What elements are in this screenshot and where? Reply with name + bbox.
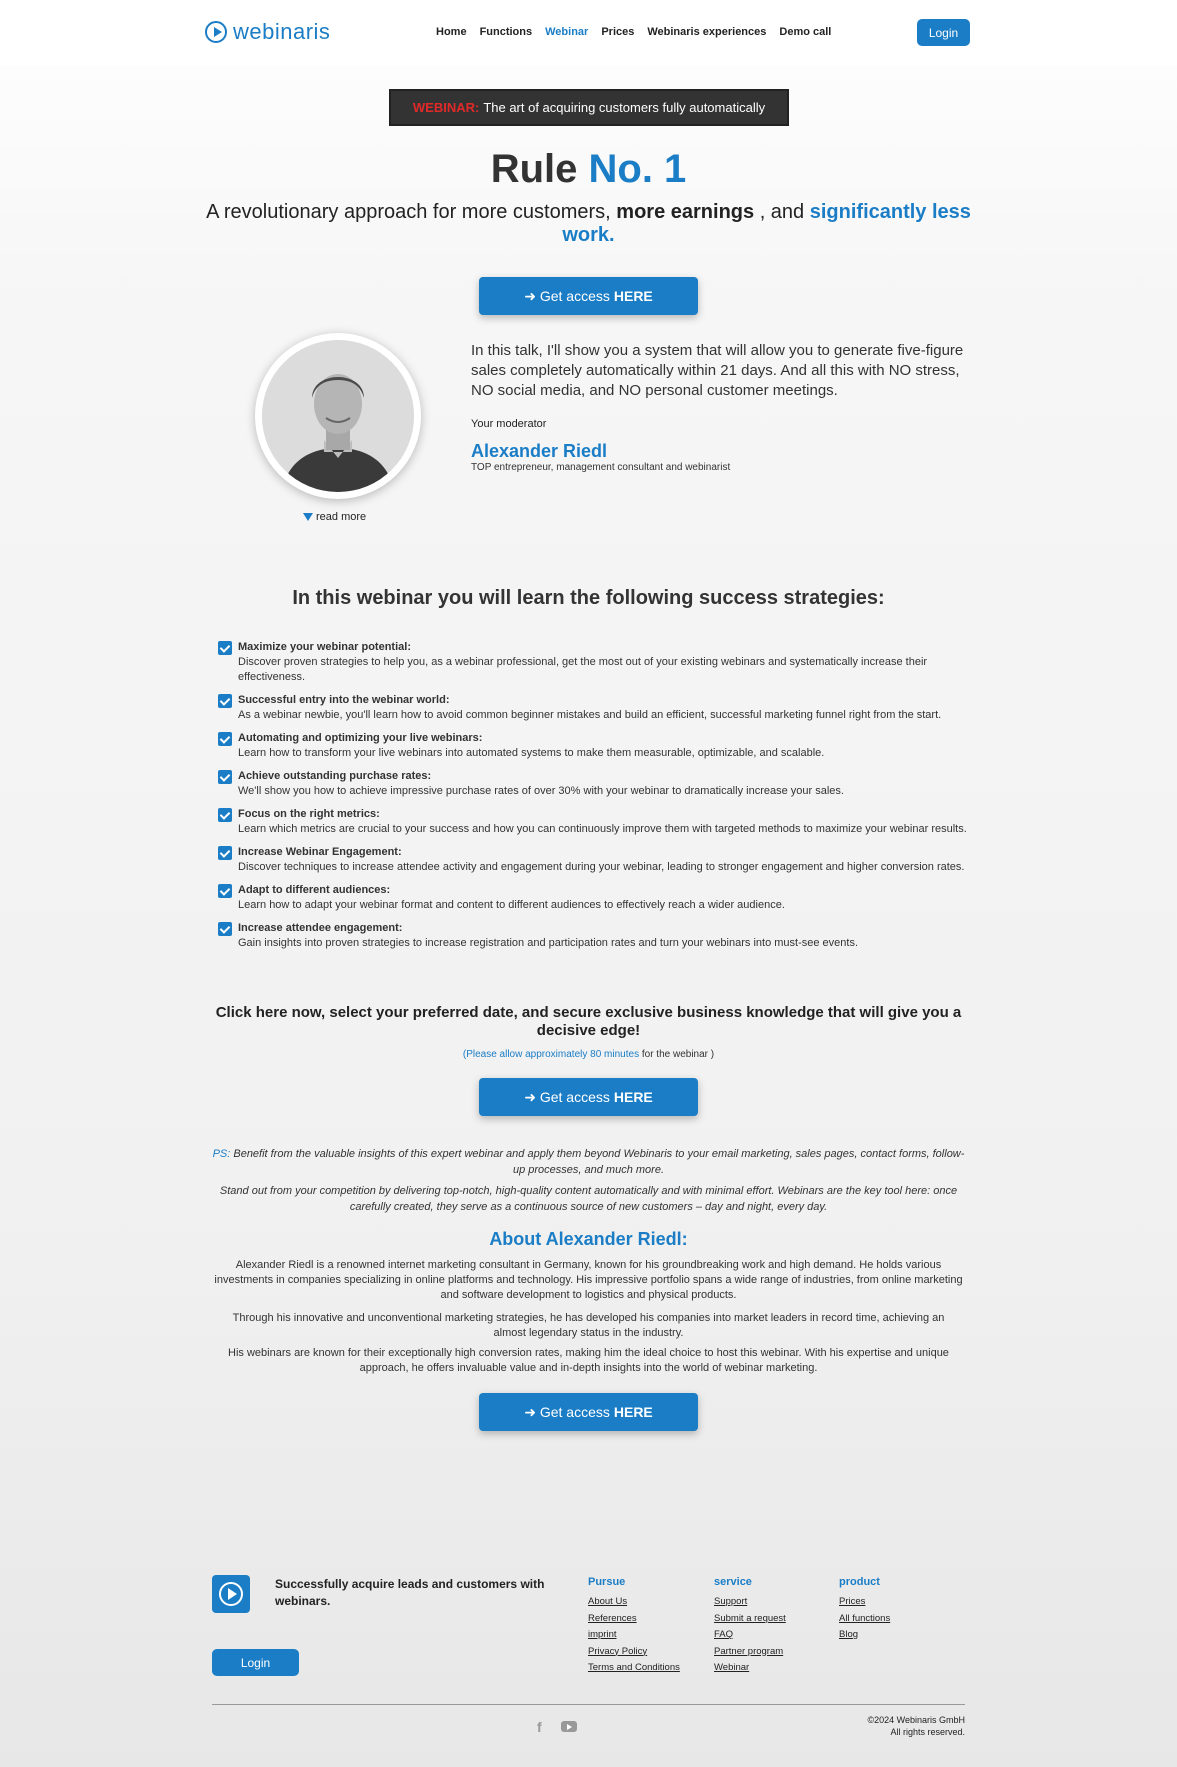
footer-divider: [212, 1704, 965, 1705]
footer-column-heading: service: [714, 1576, 752, 1588]
about-paragraph-2: Through his innovative and unconventional marketing strategies, he has developed his companies into market leaders in record time, achieving an almost legendary status in the industry.: [232, 1312, 945, 1339]
list-item: [218, 731, 970, 761]
duration-minutes: 80 minutes: [590, 1049, 640, 1060]
list-item: [218, 921, 970, 951]
footer-column-service: [714, 1576, 786, 1679]
list-item: [218, 769, 970, 799]
copyright: [760, 1714, 965, 1738]
ps-text: Benefit from the valuable insights of this expert webinar and apply them beyond Webinaris to your email marketing, sales pages, contact forms, follow-up processes, and much more.: [233, 1148, 965, 1176]
footer-tagline: Successfully acquire leads and customers with webinars.: [275, 1577, 545, 1608]
site-header: [0, 0, 1177, 66]
ps-paragraph: [210, 1146, 967, 1178]
moderator-name: Alexander Riedl: [471, 441, 608, 461]
footer-column-pursue: [588, 1576, 680, 1679]
moderator-label: Your moderator: [471, 418, 547, 430]
item-text: We'll show you how to achieve impressive purchase rates of over 30% with your webinar to dramatically increase your sales.: [238, 785, 844, 797]
nav-demo-call[interactable]: Demo call: [779, 26, 832, 38]
nav-functions[interactable]: Functions: [479, 26, 533, 38]
nav-prices[interactable]: Prices: [601, 26, 635, 38]
checkbox-icon: [218, 922, 232, 936]
cta-text: ➜ Get access: [524, 1088, 610, 1105]
click-here-heading: Click here now, select your preferred date, and secure exclusive business knowledge that will give you a decisive edge!: [215, 1004, 962, 1039]
logo-text: webinaris: [233, 19, 331, 44]
item-title: Focus on the right metrics:: [238, 808, 380, 820]
moderator-avatar: [262, 340, 414, 492]
subtitle-bold: more earnings: [616, 201, 755, 223]
checkbox-icon: [218, 808, 232, 822]
main-nav: [436, 26, 831, 38]
hero-subtitle: [180, 201, 997, 247]
facebook-icon[interactable]: f: [537, 1719, 542, 1735]
item-title: Successful entry into the webinar world:: [238, 694, 450, 706]
about-heading: About Alexander Riedl:: [489, 1229, 688, 1249]
about-paragraph-3: His webinars are known for their exceptionally high conversion rates, making him the ideal choice to host this webinar. With his expertise and unique approach, he offers invaluable value and in-depth insights into the world of webinar marketing.: [228, 1347, 949, 1374]
checkbox-icon: [218, 770, 232, 784]
title-part2: No. 1: [588, 147, 687, 191]
footer-link-support[interactable]: Support: [714, 1596, 748, 1607]
duration-note: [0, 1049, 1177, 1060]
login-button[interactable]: Login: [917, 19, 970, 46]
checkbox-icon: [218, 641, 232, 655]
footer-link-submit-request[interactable]: Submit a request: [714, 1612, 786, 1624]
item-title: Increase attendee engagement:: [238, 922, 403, 934]
ps-paragraph-2: Stand out from your competition by delivering top-notch, high-quality content automatically and with minimal effort. Webinars are the key tool here: once carefully created, they serve as a continuous source of new customers – day and night, every day.: [219, 1185, 958, 1213]
cta-bold: HERE: [613, 288, 653, 304]
youtube-icon[interactable]: [561, 1721, 577, 1732]
triangle-down-icon: [303, 513, 313, 521]
item-text: Learn how to adapt your webinar format and content to different audiences to effectively reach a wider audience.: [238, 899, 785, 911]
checkbox-icon: [218, 846, 232, 860]
banner-text: The art of acquiring customers fully automatically: [483, 100, 766, 115]
footer-logo[interactable]: [212, 1575, 250, 1613]
checkbox-icon: [218, 884, 232, 898]
footer-link-all-functions[interactable]: All functions: [839, 1612, 891, 1624]
play-circle-icon: [219, 1582, 243, 1606]
get-access-button[interactable]: [479, 1393, 698, 1431]
item-title: Maximize your webinar potential:: [238, 641, 411, 653]
moderator-avatar-frame: [255, 333, 421, 499]
page-title: [0, 147, 1177, 192]
play-circle-icon: [205, 21, 227, 43]
item-title: Increase Webinar Engagement:: [238, 846, 402, 858]
item-text: Learn which metrics are crucial to your success and how you can continuously improve them with targeted methods to maximize your webinar results.: [238, 823, 967, 835]
footer-link-prices[interactable]: Prices: [839, 1596, 866, 1607]
logo[interactable]: [205, 19, 330, 45]
footer-link-webinar[interactable]: Webinar: [714, 1662, 750, 1673]
strategies-list: [218, 640, 970, 959]
subtitle-part1: A revolutionary approach for more customers,: [206, 201, 611, 223]
get-access-button[interactable]: [479, 277, 698, 315]
about-paragraph-1: Alexander Riedl is a renowned internet marketing consultant in Germany, known for his groundbreaking work and high demand. He holds various investments in companies specializing in online platforms and technology. His impressive portfolio spans a wide range of industries, from online marketing and software development to logistics and physical products.: [214, 1259, 963, 1301]
nav-home[interactable]: Home: [436, 26, 467, 38]
footer-column-heading: Pursue: [588, 1576, 626, 1588]
footer-link-faq[interactable]: FAQ: [714, 1629, 734, 1640]
duration-open: (Please allow approximately: [462, 1049, 588, 1060]
copyright-line: ©2024 Webinaris GmbH: [867, 1715, 965, 1725]
item-text: As a webinar newbie, you'll learn how to avoid common beginner mistakes and build an efficient, successful marketing funnel right from the start.: [238, 709, 942, 721]
item-text: Discover techniques to increase attendee activity and engagement during your webinar, leading to stronger engagement and higher conversion rates.: [238, 861, 965, 873]
subtitle-part2: , and: [759, 201, 805, 223]
cta-bold: HERE: [613, 1404, 653, 1420]
webinar-banner: [389, 89, 789, 126]
footer-column-product: [839, 1576, 890, 1646]
footer-link-imprint[interactable]: imprint: [588, 1629, 617, 1640]
footer-column-heading: product: [839, 1576, 880, 1588]
list-item: [218, 845, 970, 875]
duration-close: for the webinar ): [641, 1049, 715, 1060]
moderator-description: TOP entrepreneur, management consultant and webinarist: [471, 462, 731, 473]
list-item: [218, 883, 970, 913]
item-text: Learn how to transform your live webinars into automated systems to make them measurable, optimizable, and scalable.: [238, 747, 825, 759]
item-title: Automating and optimizing your live webinars:: [238, 732, 483, 744]
item-text: Gain insights into proven strategies to increase registration and participation rates and turn your webinars into must-see events.: [238, 937, 858, 949]
title-part1: Rule: [490, 147, 578, 191]
footer-link-about-us[interactable]: About Us: [588, 1596, 628, 1607]
strategies-heading: In this webinar you will learn the following success strategies:: [292, 587, 885, 609]
footer-link-blog[interactable]: Blog: [839, 1629, 859, 1640]
item-text: Discover proven strategies to help you, as a webinar professional, get the most out of your existing webinars and systematically increase their effectiveness.: [238, 656, 928, 683]
footer-link-terms[interactable]: Terms and Conditions: [588, 1662, 680, 1673]
subtitle-blue: significantly less work.: [562, 201, 971, 246]
get-access-button[interactable]: [479, 1078, 698, 1116]
list-item: [218, 640, 970, 685]
banner-tag: WEBINAR:: [412, 100, 480, 115]
talk-description: In this talk, I'll show you a system that will allow you to generate five-figure sales completely automatically within 21 days. And all this with NO stress, NO social media, and NO personal customer meetings.: [471, 342, 964, 399]
checkbox-icon: [218, 694, 232, 708]
nav-webinar[interactable]: Webinar: [545, 26, 589, 38]
footer-link-references[interactable]: References: [588, 1612, 637, 1624]
read-more-toggle[interactable]: [303, 511, 366, 523]
read-more-label: read more: [316, 511, 367, 523]
item-title: Achieve outstanding purchase rates:: [238, 770, 432, 782]
nav-experiences[interactable]: Webinaris experiences: [647, 26, 767, 38]
footer-login-button[interactable]: Login: [212, 1649, 299, 1676]
checkbox-icon: [218, 732, 232, 746]
ps-label: PS:: [212, 1148, 231, 1160]
list-item: [218, 807, 970, 837]
footer-link-partner[interactable]: Partner program: [714, 1645, 784, 1657]
cta-text: ➜ Get access: [524, 1403, 610, 1420]
item-title: Adapt to different audiences:: [238, 884, 391, 896]
cta-text: ➜ Get access: [524, 287, 610, 304]
cta-bold: HERE: [613, 1089, 653, 1105]
list-item: [218, 693, 970, 723]
rights-line: All rights reserved.: [890, 1727, 965, 1737]
social-links: [537, 1719, 577, 1735]
footer-link-privacy[interactable]: Privacy Policy: [588, 1645, 648, 1657]
